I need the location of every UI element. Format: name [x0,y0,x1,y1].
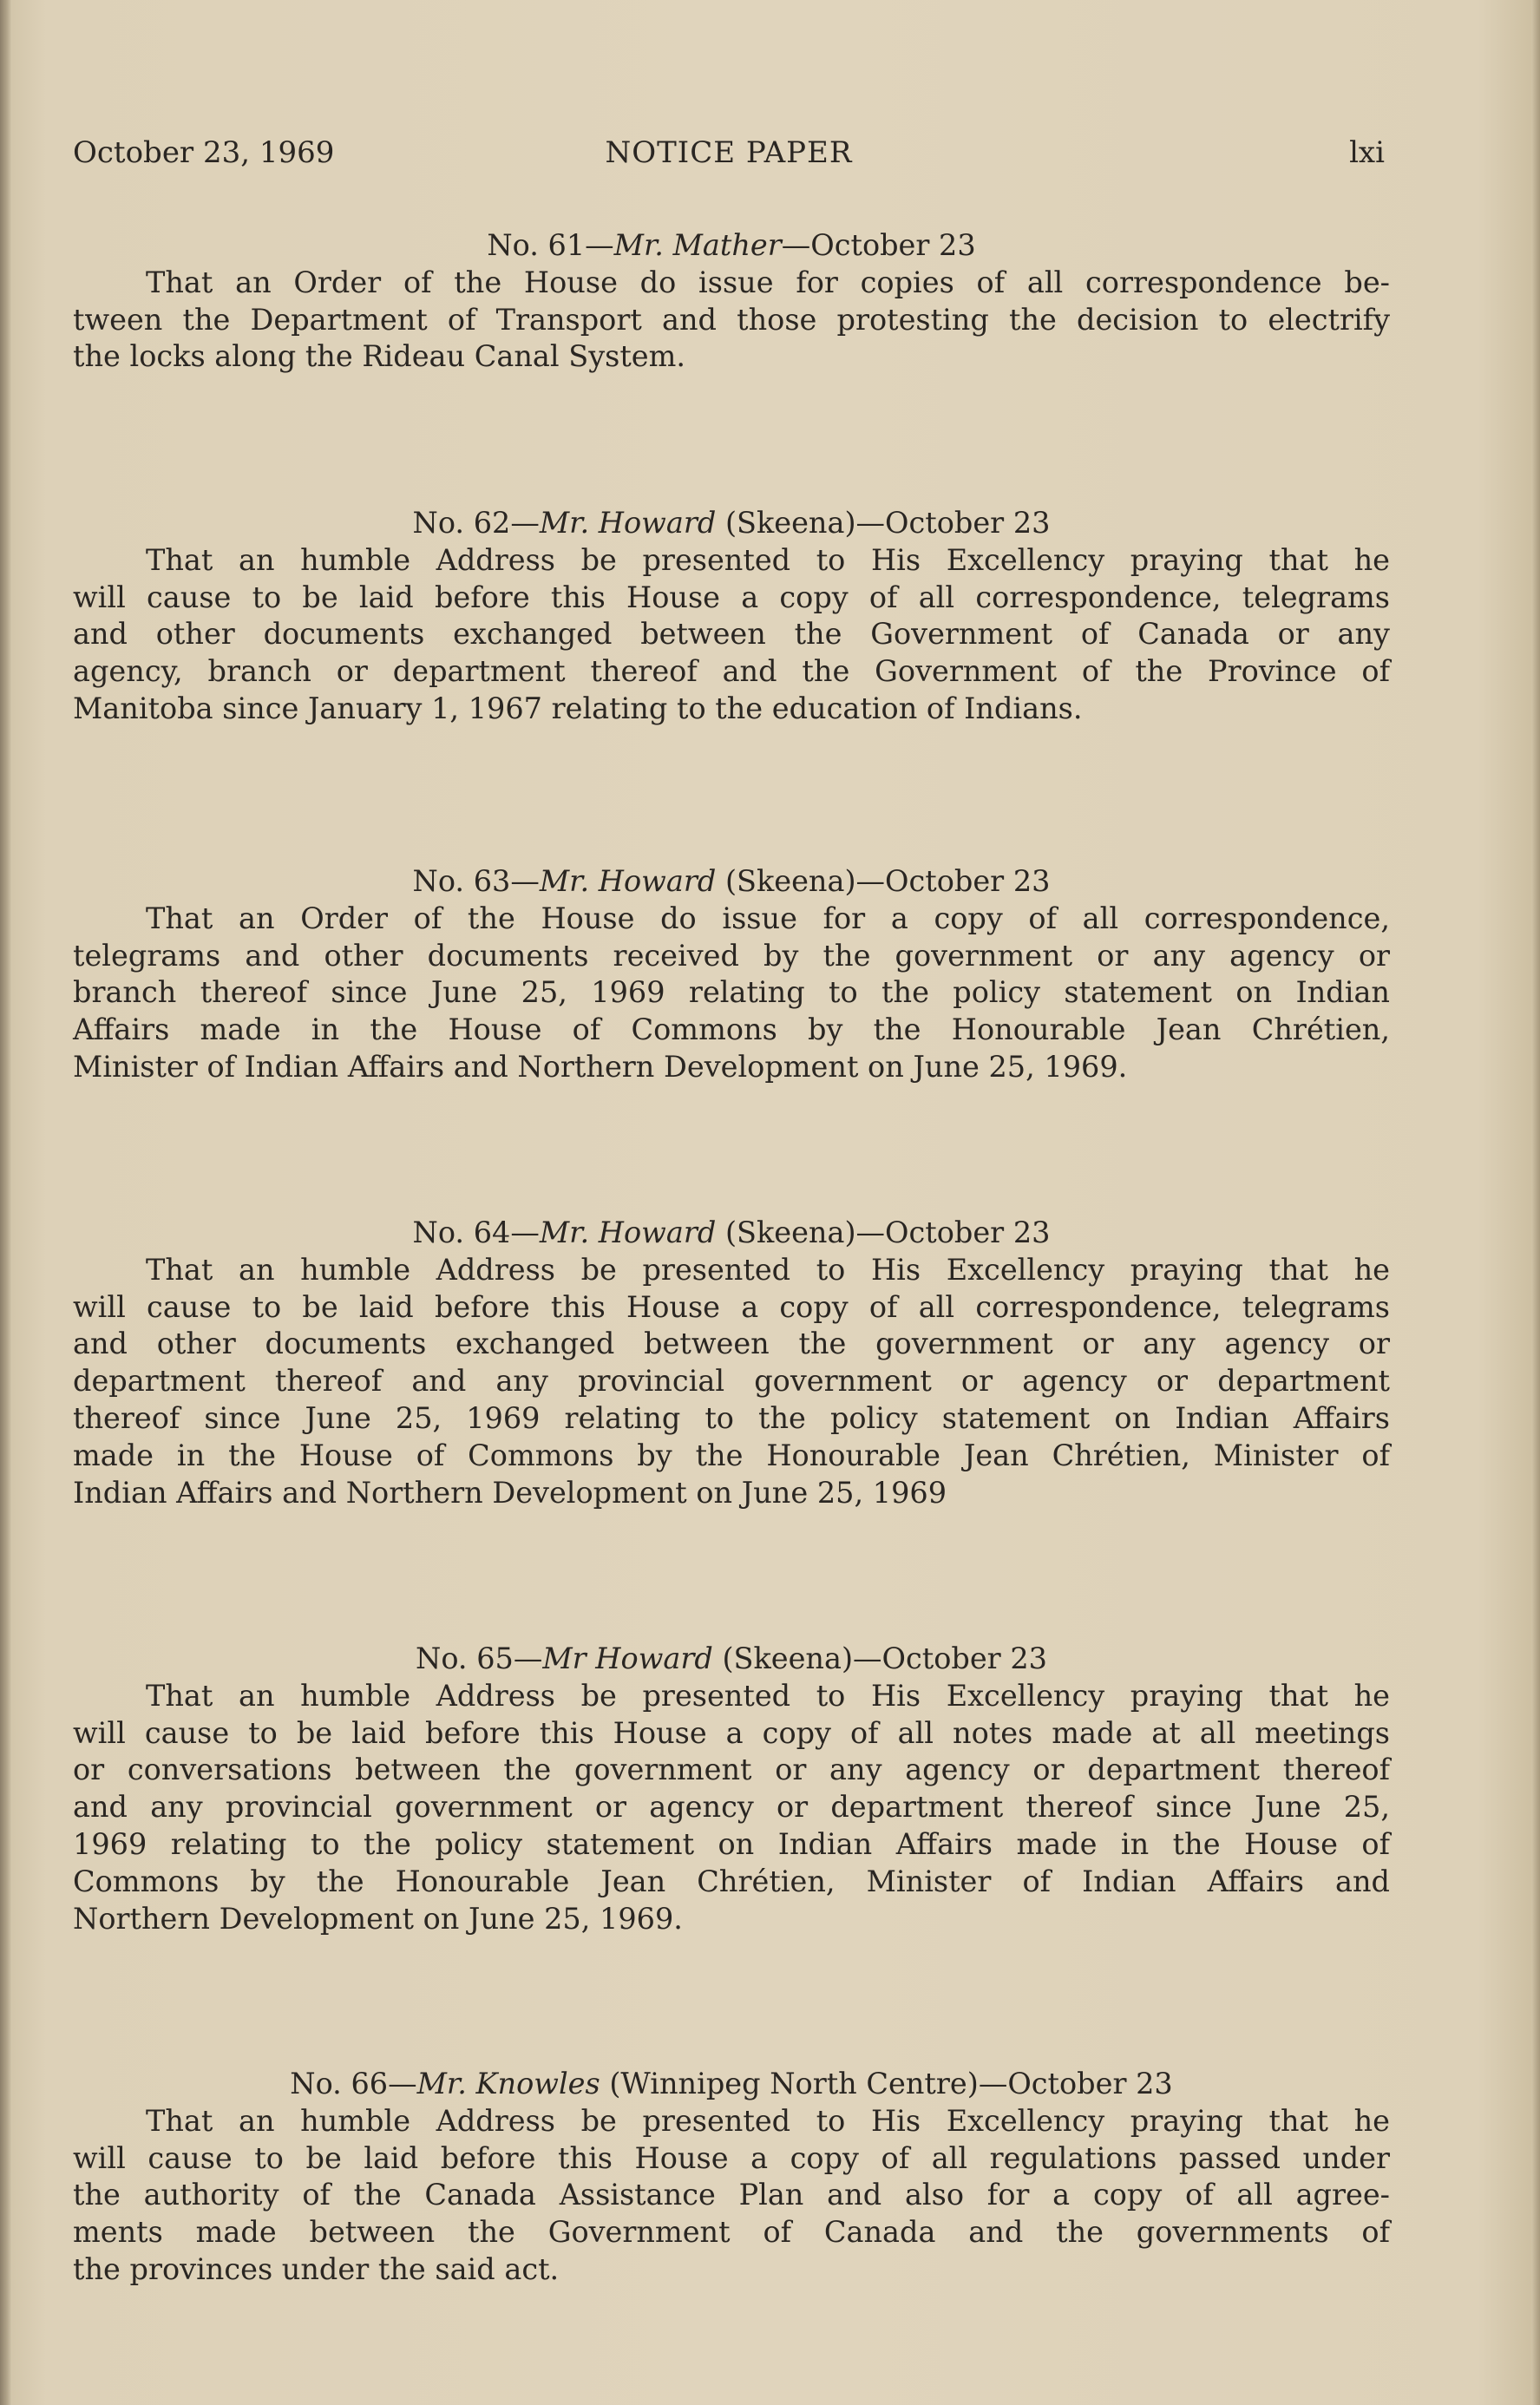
notice-body [73,1678,1390,1938]
notice-date: October 23 [810,228,976,262]
notice-62 [73,505,1390,728]
notice-line: thereof since June 25, 1969 relating to the policy statement on Indian Affairs [73,1400,1390,1435]
notice-date: October 23 [881,1642,1047,1675]
notice-61 [73,227,1390,376]
notice-line: will cause to be laid before this House a copy of all correspondence, telegrams [73,580,1390,614]
notice-65 [73,1641,1390,1937]
header-date: October 23, 1969 [73,135,335,170]
notice-line: That an humble Address be presented to His Excellency praying that he [146,1252,1390,1287]
notice-line: That an humble Address be presented to His Excellency praying that he [146,1678,1390,1713]
notice-line: Manitoba since January 1, 1967 relating to the education of Indians. [73,691,1083,725]
notice-number: No. 63 [412,864,511,898]
notice-line: department thereof and any provincial government or agency or department [73,1364,1390,1399]
notice-date: October 23 [885,1216,1051,1249]
page-right-edge [1531,0,1540,2405]
notice-riding: (Skeena) [724,506,856,540]
notice-heading: No. 64—Mr. Howard (Skeena)—October 23 [412,1216,1051,1249]
notice-line: Northern Development on June 25, 1969. [73,1901,683,1936]
header-page-number: lxi [1349,135,1385,170]
notice-line: telegrams and other documents received by the government or any agency or [73,938,1390,973]
notice-body [73,1252,1390,1512]
notice-line: made in the House of Commons by the Honourable Jean Chrétien, Minister of [73,1438,1390,1472]
notice-line: That an Order of the House do issue for a copy of all correspondence, [146,901,1390,935]
notice-number: No. 61 [487,228,586,262]
notice-66 [73,2066,1390,2289]
notice-line: will cause to be laid before this House a copy of all correspondence, telegrams [73,1289,1390,1324]
notice-line: ments made between the Government of Canada and the governments of [73,2215,1390,2250]
notice-line: will cause to be laid before this House a copy of all regulations passed under [73,2140,1390,2175]
notice-line: That an Order of the House do issue for copies of all correspondence be- [146,265,1390,299]
notice-line: and any provincial government or agency or department thereof since June 25, [73,1790,1390,1825]
notice-line: branch thereof since June 25, 1969 relating to the policy statement on Indian [73,975,1390,1010]
notice-line: agency, branch or department thereof and the Government of the Province of [73,654,1390,689]
notice-riding: (Skeena) [724,1216,856,1249]
notice-line: Indian Affairs and Northern Development on June 25, 1969 [73,1475,947,1510]
notice-date: October 23 [1007,2067,1173,2100]
notice-line: 1969 relating to the policy statement on Indian Affairs made in the House of [73,1826,1390,1861]
notice-member: Mr. Howard [539,506,717,540]
notice-member: Mr. Knowles [416,2067,600,2100]
notice-line: or conversations between the government or any agency or department thereof [73,1753,1390,1787]
page-binding-edge [0,0,12,2405]
notice-line: Commons by the Honourable Jean Chrétien, Minister of Indian Affairs and [73,1864,1390,1898]
notice-line: That an humble Address be presented to His Excellency praying that he [146,542,1390,577]
notice-body [73,265,1390,376]
notice-heading: No. 61—Mr. Mather—October 23 [487,228,976,262]
notice-number: No. 62 [412,506,511,540]
notice-line: will cause to be laid before this House a copy of all notes made at all meetings [73,1715,1390,1750]
notice-heading: No. 62—Mr. Howard (Skeena)—October 23 [412,506,1051,540]
notice-member: Mr. Howard [539,1216,717,1249]
notice-heading: No. 65—Mr Howard (Skeena)—October 23 [416,1642,1047,1675]
notice-number: No. 65 [416,1642,514,1675]
notice-member: Mr. Howard [539,864,717,898]
notice-number: No. 66 [290,2067,389,2100]
notice-line: the provinces under the said act. [73,2251,560,2286]
notice-line: That an humble Address be presented to His Excellency praying that he [146,2103,1390,2138]
notice-number: No. 64 [412,1216,511,1249]
notice-member: Mr. Mather [613,228,782,262]
notice-heading: No. 66—Mr. Knowles (Winnipeg North Centre)—October 23 [290,2067,1173,2100]
notice-heading: No. 63—Mr. Howard (Skeena)—October 23 [412,864,1051,898]
notice-body [73,542,1390,728]
notice-member: Mr Howard [542,1642,713,1675]
notice-riding: (Skeena) [722,1642,854,1675]
notice-date: October 23 [885,506,1051,540]
notice-64 [73,1215,1390,1511]
notice-date: October 23 [885,864,1051,898]
notice-riding: (Winnipeg North Centre) [609,2067,979,2100]
notice-line: and other documents exchanged between the Government of Canada or any [73,617,1390,652]
notice-line: and other documents exchanged between the government or any agency or [73,1327,1390,1361]
notice-riding: (Skeena) [724,864,856,898]
notice-line: the locks along the Rideau Canal System. [73,339,686,374]
notice-63 [73,863,1390,1086]
notice-body [73,2103,1390,2289]
notice-line: the authority of the Canada Assistance Plan and also for a copy of all agree- [73,2178,1390,2212]
page-header [73,132,1385,174]
notice-line: Affairs made in the House of Commons by the Honourable Jean Chrétien, [73,1012,1390,1047]
notice-body [73,901,1390,1086]
header-title: NOTICE PAPER [605,135,853,170]
notice-line: Minister of Indian Affairs and Northern Development on June 25, 1969. [73,1049,1128,1084]
notice-line: tween the Department of Transport and those protesting the decision to electrify [73,302,1390,337]
